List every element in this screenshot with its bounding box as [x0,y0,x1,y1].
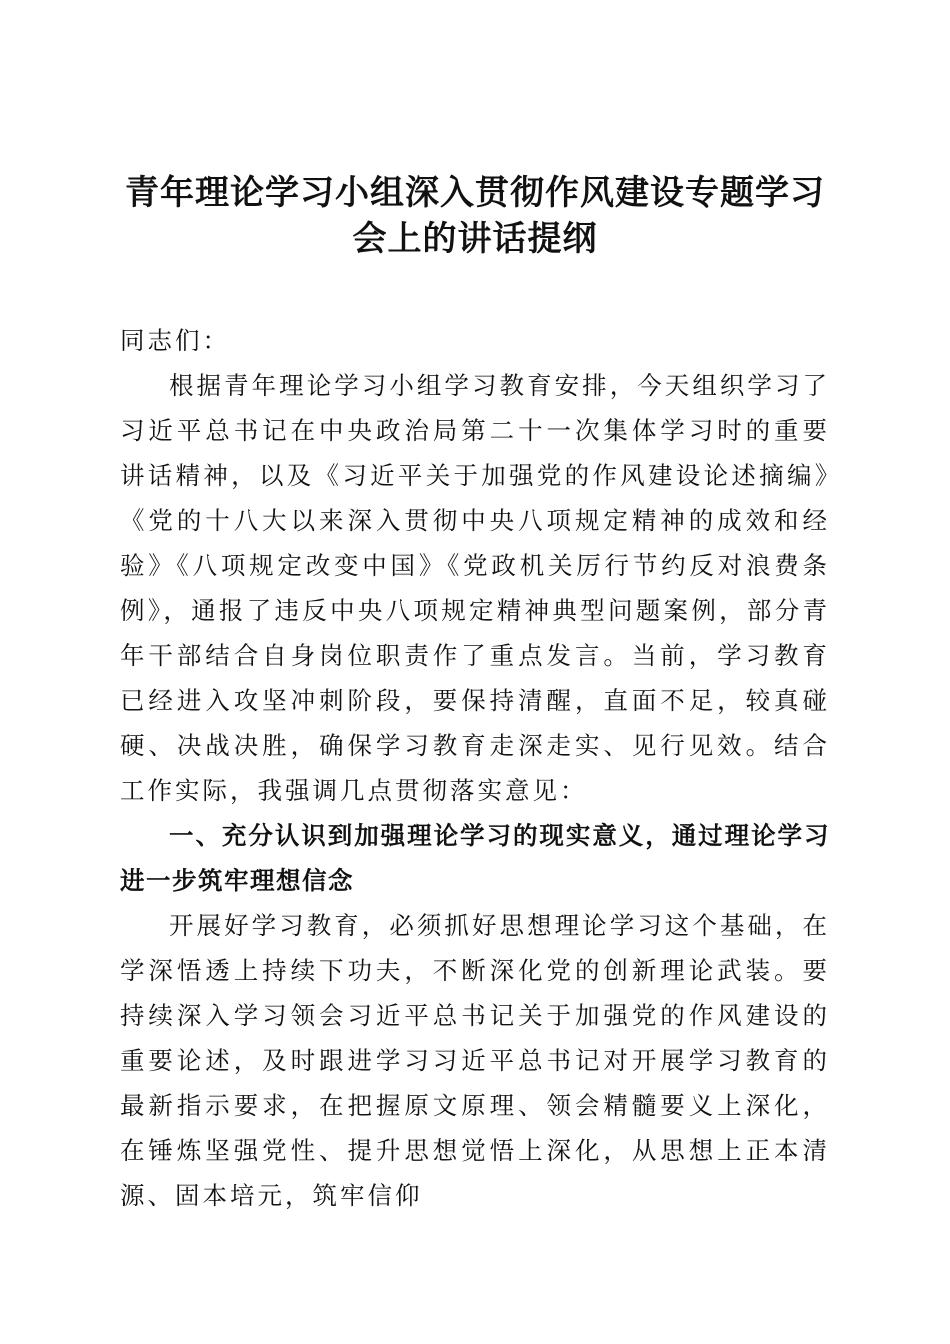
paragraph-intro: 根据青年理论学习小组学习教育安排，今天组织学习了习近平总书记在中央政治局第二十一次集体学习时的重要讲话精神，以及《习近平关于加强党的作风建设论述摘编》《党的十八大以来深入贯彻中央八项规定精神的成效和经验》《八项规定改变中国》《党政机关厉行节约反对浪费条例》，通报了违反中央八项规定精神典型问题案例，部分青年干部结合自身岗位职责作了重点发言。当前，学习教育已经进入攻坚冲刺阶段，要保持清醒，直面不足，较真碰硬、决战决胜，确保学习教育走深走实、见行见效。结合工作实际，我强调几点贯彻落实意见： [120,371,830,805]
salutation: 同志们： [120,326,230,355]
title-line-2: 会上的讲话提纲 [352,219,598,259]
title-line-1: 青年理论学习小组深入贯彻作风建设专题学习 [125,173,825,213]
paragraph-section-1: 开展好学习教育，必须抓好思想理论学习这个基础，在学深悟透上持续下功夫，不断深化党的创新理论武装。要持续深入学习领会习近平总书记关于加强党的作风建设的重要论述，及时跟进学习习近平总书记对开展学习教育的最新指示要求，在把握原文原理、领会精髓要义上深化，在锤炼坚强党性、提升思想觉悟上深化，从思想上正本清源、固本培元，筑牢信仰 [120,911,830,1210]
section-heading-1: 一、充分认识到加强理论学习的现实意义，通过理论学习进一步筑牢理想信念 [120,821,830,895]
document-body [120,318,830,1218]
document-title [100,170,850,262]
